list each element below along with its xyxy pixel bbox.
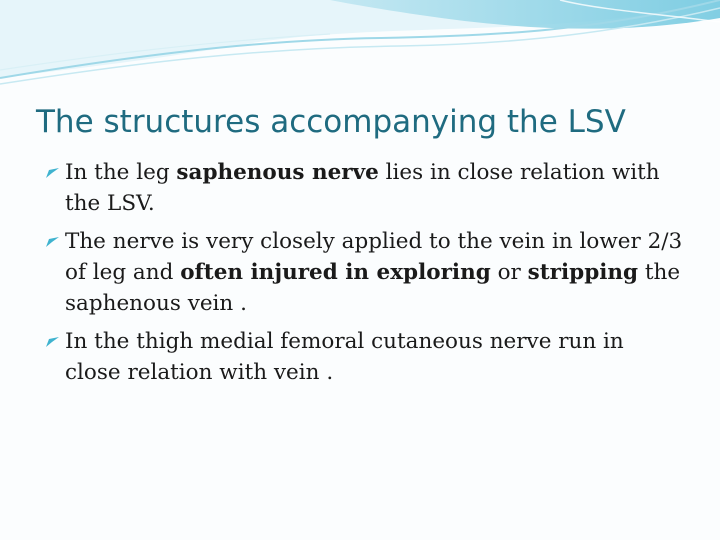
- arrow-bullet-icon: [46, 337, 59, 347]
- bullet-item: [46, 157, 686, 219]
- bold-term: saphenous nerve: [176, 160, 379, 185]
- arrow-bullet-icon: [46, 237, 59, 247]
- bullet-text: The nerve is very closely applied to the vein in lower 2/3 of leg and often injured in exploring or stripping the saphenous vein .: [65, 229, 683, 316]
- slide-title: The structures accompanying the LSV: [36, 104, 626, 140]
- bullet-text: In the leg saphenous nerve lies in close relation with the LSV.: [65, 160, 660, 216]
- header-wave-decoration: [0, 0, 720, 95]
- arrow-bullet-icon: [46, 168, 59, 178]
- bullet-item: [46, 226, 686, 319]
- bullet-text: In the thigh medial femoral cutaneous nerve run in close relation with vein .: [65, 329, 624, 385]
- bold-term: stripping: [527, 260, 639, 285]
- bullet-list: [46, 157, 686, 395]
- bullet-item: [46, 326, 686, 388]
- bold-term: often injured in exploring: [180, 260, 491, 285]
